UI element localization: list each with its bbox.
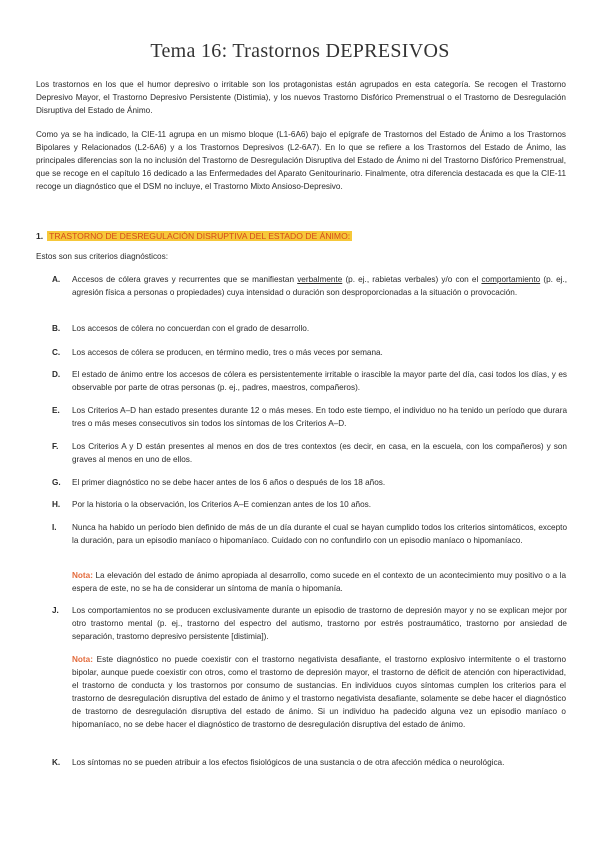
criterion-letter: C. <box>52 348 61 357</box>
note-label: Nota: <box>72 571 93 580</box>
criterion-text: Los accesos de cólera se producen, en término medio, tres o más veces por semana. <box>72 348 383 357</box>
criterion-letter: E. <box>52 406 60 415</box>
criterion-letter: D. <box>52 370 61 379</box>
underlined-word: comportamiento <box>481 275 541 284</box>
intro-paragraph-2: Como ya se ha indicado, la CIE-11 agrupa en un mismo bloque (L1-6A6) bajo el epígrafe de Trastornos del Estado de Ánimo a los Trastornos Bipolares y Relacionados (L2-6A6) y a los Trastornos Depresivos (L2-6A7). En lo que se refiere a los Trastornos del Estado de Ánimo, las principales diferencias son la no inclusión del Trastorno de Desregulación Disruptiva del Estado de Ánimo ni del Trastorno Disfórico Premenstrual, que se recoge en el capítulo 16 dedicado a las Enfermedades del Aparato Genitourinario. Finalmente, otra diferencia destacada es que la CIE-11 recoge un diagnóstico que el DSM no incluye, el Trastorno Mixto Ansioso-Depresivo. <box>36 130 566 191</box>
criterion-text-part: (p. ej., rabietas verbales) y/o con el <box>342 275 482 284</box>
section-title: TRASTORNO DE DESREGULACIÓN DISRUPTIVA DEL ESTADO DE ÁNIMO: <box>49 231 351 241</box>
criterion-text: El estado de ánimo entre los accesos de cólera es persistentemente irritable o irascible la mayor parte del día, casi todos los días, y es observable por parte de otras personas (p. ej., padres, maestros, compañeros). <box>72 370 567 392</box>
criterion-letter: G. <box>52 478 61 487</box>
criterion-letter: J. <box>52 606 59 615</box>
criterion-letter: A. <box>52 275 61 284</box>
criterion-text: Los accesos de cólera no concuerdan con el grado de desarrollo. <box>72 324 310 333</box>
note-1 <box>72 569 566 595</box>
criterion-text: Por la historia o la observación, los Criterios A–E comienzan antes de los 10 años. <box>72 500 372 509</box>
criterion-letter: F. <box>52 442 59 451</box>
criterion-letter: K. <box>52 758 61 767</box>
criterion-letter: I. <box>52 523 57 532</box>
criterion-text <box>72 273 567 299</box>
note-text: Este diagnóstico no puede coexistir con el trastorno negativista desafiante, el trastorno explosivo intermitente o el trastorno bipolar, aunque puede coexistir con otros, como el trastorno de depresión mayor, el trastorno de déficit de atención con hiperactividad, el trastorno de conducta y los trastornos por consumo de sustancias. En individuos cuyos síntomas cumplen los criterios para el trastorno de desregulación disruptiva del estado de ánimo y el trastorno negativista desafiante, solamente se debe hacer el diagnóstico de trastorno de desregulación disruptiva del estado de ánimo. Si un individuo ha padecido alguna vez un episodio maníaco o hipomaníaco, no se debe hacer el diagnóstico de trastorno de desregulación disruptiva del estado de ánimo. <box>72 655 566 729</box>
note-2 <box>72 653 566 731</box>
criteria-intro: Estos son sus criterios diagnósticos: <box>36 252 168 261</box>
criterion-text: Nunca ha habido un período bien definido de más de un día durante el cual se hayan cumplido todos los criterios sintomáticos, excepto la duración, para un episodio maníaco o hipomaníaco. Cuidado con no confundirlo con un episodio maníaco o hipomaníaco. <box>72 523 567 545</box>
page-title: Tema 16: Trastornos DEPRESIVOS <box>150 40 450 62</box>
criterion-text: Los Criterios A–D han estado presentes durante 12 o más meses. En todo este tiempo, el individuo no ha tenido un período que durara tres o más meses consecutivos sin todos los síntomas de los Criterios A–D. <box>72 406 567 428</box>
criterion-text: Los comportamientos no se producen exclusivamente durante un episodio de trastorno de depresión mayor y no se explican mejor por otro trastorno mental (p. ej., trastorno del espectro del autismo, trastorno por estrés postraumático, trastorno por ansiedad de separación, trastorno depresivo persistente [distimia]). <box>72 606 567 641</box>
intro-paragraph-1: Los trastornos en los que el humor depresivo o irritable son los protagonistas están agrupados en esta categoría. Se recogen el Trastorno Depresivo Mayor, el Trastorno Depresivo Persistente (Distimia), y los nuevos Trastorno Disfórico Premenstrual o el Trastorno de Desregulación Disruptiva del Estado de Ánimo. <box>36 80 566 115</box>
criterion-letter: B. <box>52 324 61 333</box>
criterion-letter: H. <box>52 500 61 509</box>
criterion-text: Los síntomas no se pueden atribuir a los efectos fisiológicos de una sustancia o de otra afección médica o neurológica. <box>72 758 505 767</box>
criterion-text: Los Criterios A y D están presentes al menos en dos de tres contextos (es decir, en casa, en la escuela, con los compañeros) y son graves al menos en uno de ellos. <box>72 442 567 464</box>
note-text: La elevación del estado de ánimo apropiada al desarrollo, como sucede en el contexto de un acontecimiento muy positivo o a la espera de este, no se ha de considerar un síntoma de manía o hipomanía. <box>72 571 566 593</box>
underlined-word: verbalmente <box>297 275 343 284</box>
note-label: Nota: <box>72 655 93 664</box>
section-heading <box>36 230 352 243</box>
criterion-text: El primer diagnóstico no se debe hacer antes de los 6 años o después de los 18 años. <box>72 478 386 487</box>
section-number: 1. <box>36 231 44 241</box>
criterion-text-part: Accesos de cólera graves y recurrentes que se manifiestan <box>72 275 298 284</box>
criterion-text-part: (p. ej., agresión física a personas o propiedades) cuya intensidad o duración son desproporcionadas a la situación o provocación. <box>72 275 568 297</box>
